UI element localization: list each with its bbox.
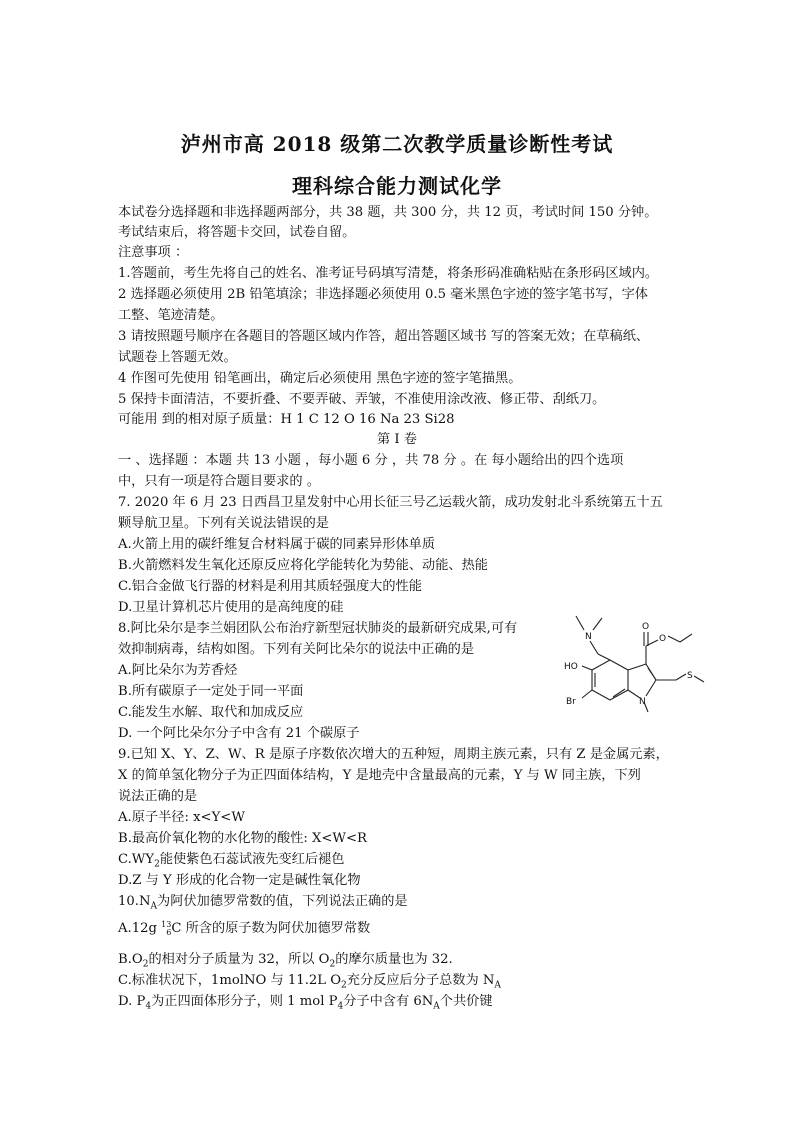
mol-label-br: Br — [566, 697, 576, 707]
q9-stem-3: 说法正确的是 — [118, 789, 198, 804]
q7-option-b: B.火箭燃料发生氧化还原反应将化学能转化为势能、动能、热能 — [118, 558, 488, 573]
q8-option-c: C.能发生水解、取代和加成反应 — [118, 705, 304, 720]
section-line-1: 一 、选择题 ：本题 共 13 小题 ，每小题 6 分 ，共 78 分 。在 每小题给出的四个选项 — [118, 453, 624, 468]
notice-line: 3 请按照题号顺序在各题目的答题区域内作答，超出答题区域书 写的答案无效；在草稿纸、 — [118, 329, 650, 344]
q7-option-c: C.铝合金做飞行器的材料是利用其质轻强度大的性能 — [118, 579, 422, 594]
q10-option-b: $B.O_2$的相对分子质量为 32，所以 $O_2$的摩尔质量也为 32. — [118, 952, 453, 970]
q9-stem-2: X 的简单氢化物分子为正四面体结构，Y 是地壳中含量最高的元素，Y 与 W 同主族，下列 — [118, 768, 641, 783]
q10-stem: $10.N_A$为阿伏加德罗常数的值，下列说法正确的是 — [118, 894, 408, 912]
notice-line: 4 作图可先使用 铅笔画出，确定后必须使用 黑色字迹的签字笔描黑。 — [118, 371, 522, 386]
intro-line-1: 本试卷分选择题和非选择题两部分，共 38 题，共 300 分，共 12 页，考试时间 150 分钟。 — [118, 205, 658, 220]
mol-label-n-ring: N — [639, 697, 646, 707]
section-line-2: 中，只有一项是符合题目要求的 。 — [118, 474, 321, 489]
mol-label-o-ester: O — [659, 634, 667, 644]
volume-label: 第 I 卷 — [377, 432, 417, 447]
q8-stem-1: 8.阿比朵尔是李兰娟团队公布治疗新型冠状肺炎的最新研究成果,可有 — [118, 621, 518, 636]
exam-title: 泸州市高 2018 级第二次教学质量诊断性考试 — [180, 132, 614, 156]
q9-option-b: B.最高价氧化物的水化物的酸性: X<W<R — [118, 831, 367, 846]
q10-option-d: D. $P_4$为正四面体形分子，则 1 mol $P_4$分子中含有 $6N_A$个共价键 — [118, 994, 493, 1012]
q10-option-a: A.12g 13 6 C 所含的原子数为阿伏加德罗常数 — [118, 919, 371, 937]
mol-label-s: S — [687, 671, 693, 681]
q9-option-c: $C.WY_2$能使紫色石蕊试液先变红后褪色 — [118, 852, 345, 870]
q9-stem-1: 9.已知 X、Y、Z、W、R 是原子序数依次增大的五种短，周期主族元素，只有 Z 是金属元素， — [118, 747, 669, 762]
notice-line: 1.答题前，考生先将自己的姓名、准考证号码填写清楚，将条形码准确粘贴在条形码区域内。 — [118, 266, 659, 281]
intro-line-2: 考试结束后，将答题卡交回，试卷自留。 — [118, 225, 356, 240]
notice-heading: 注意事项 ： — [118, 245, 189, 260]
q8-option-a: A.阿比朵尔为芳香烃 — [118, 663, 238, 678]
exam-subtitle: 理科综合能力测试化学 — [292, 174, 502, 198]
q9-option-a: A.原子半径: x<Y<W — [118, 810, 245, 825]
q7-option-d: D.卫星计算机芯片使用的是高纯度的硅 — [118, 600, 344, 615]
mol-label-n-amine: N — [585, 632, 592, 642]
q8-stem-2: 效抑制病毒，结构如图。下列有关阿比朵尔的说法中正确的是 — [118, 642, 475, 657]
notice-line: 2 选择题必须使用 2B 铅笔填涂；非选择题必须使用 0.5 毫米黑色字迹的签字笔书写，字体 — [118, 287, 648, 302]
notice-line: 工整、笔迹清楚。 — [118, 308, 224, 323]
q10-option-c: C.标准状况下，1molNO 与 11.2L $O_2$充分反应后分子总数为 $N_A$ — [118, 973, 501, 991]
q7-stem-2: 颗导航卫星。下列有关说法错误的是 — [118, 516, 329, 531]
q7-stem-1: 7. 2020 年 6 月 23 日西昌卫星发射中心用长征三号乙运载火箭，成功发射北斗系统第五十五 — [118, 495, 663, 510]
q8-option-b: B.所有碳原子一定处于同一平面 — [118, 684, 304, 699]
mol-label-ho: HO — [564, 662, 578, 672]
q7-option-a: A.火箭上用的碳纤维复合材料属于碳的同素异形体单质 — [118, 537, 436, 552]
q9-option-d: D.Z 与 Y 形成的化合物一定是碱性氧化物 — [118, 873, 361, 888]
atomic-mass-line: 可能用 到的相对原子质量：H 1 C 12 O 16 Na 23 Si28 — [118, 412, 455, 427]
arbidol-structure-figure — [548, 612, 718, 727]
q8-option-d: D. 一个阿比朵尔分子中含有 21 个碳原子 — [118, 726, 360, 741]
notice-line: 5 保持卡面清洁，不要折叠、不要弄破、弄皱，不准使用涂改液、修正带、刮纸刀。 — [118, 392, 606, 407]
mol-label-o-carbonyl: O — [642, 622, 650, 632]
notice-line: 试题卷上答题无效。 — [118, 350, 237, 365]
